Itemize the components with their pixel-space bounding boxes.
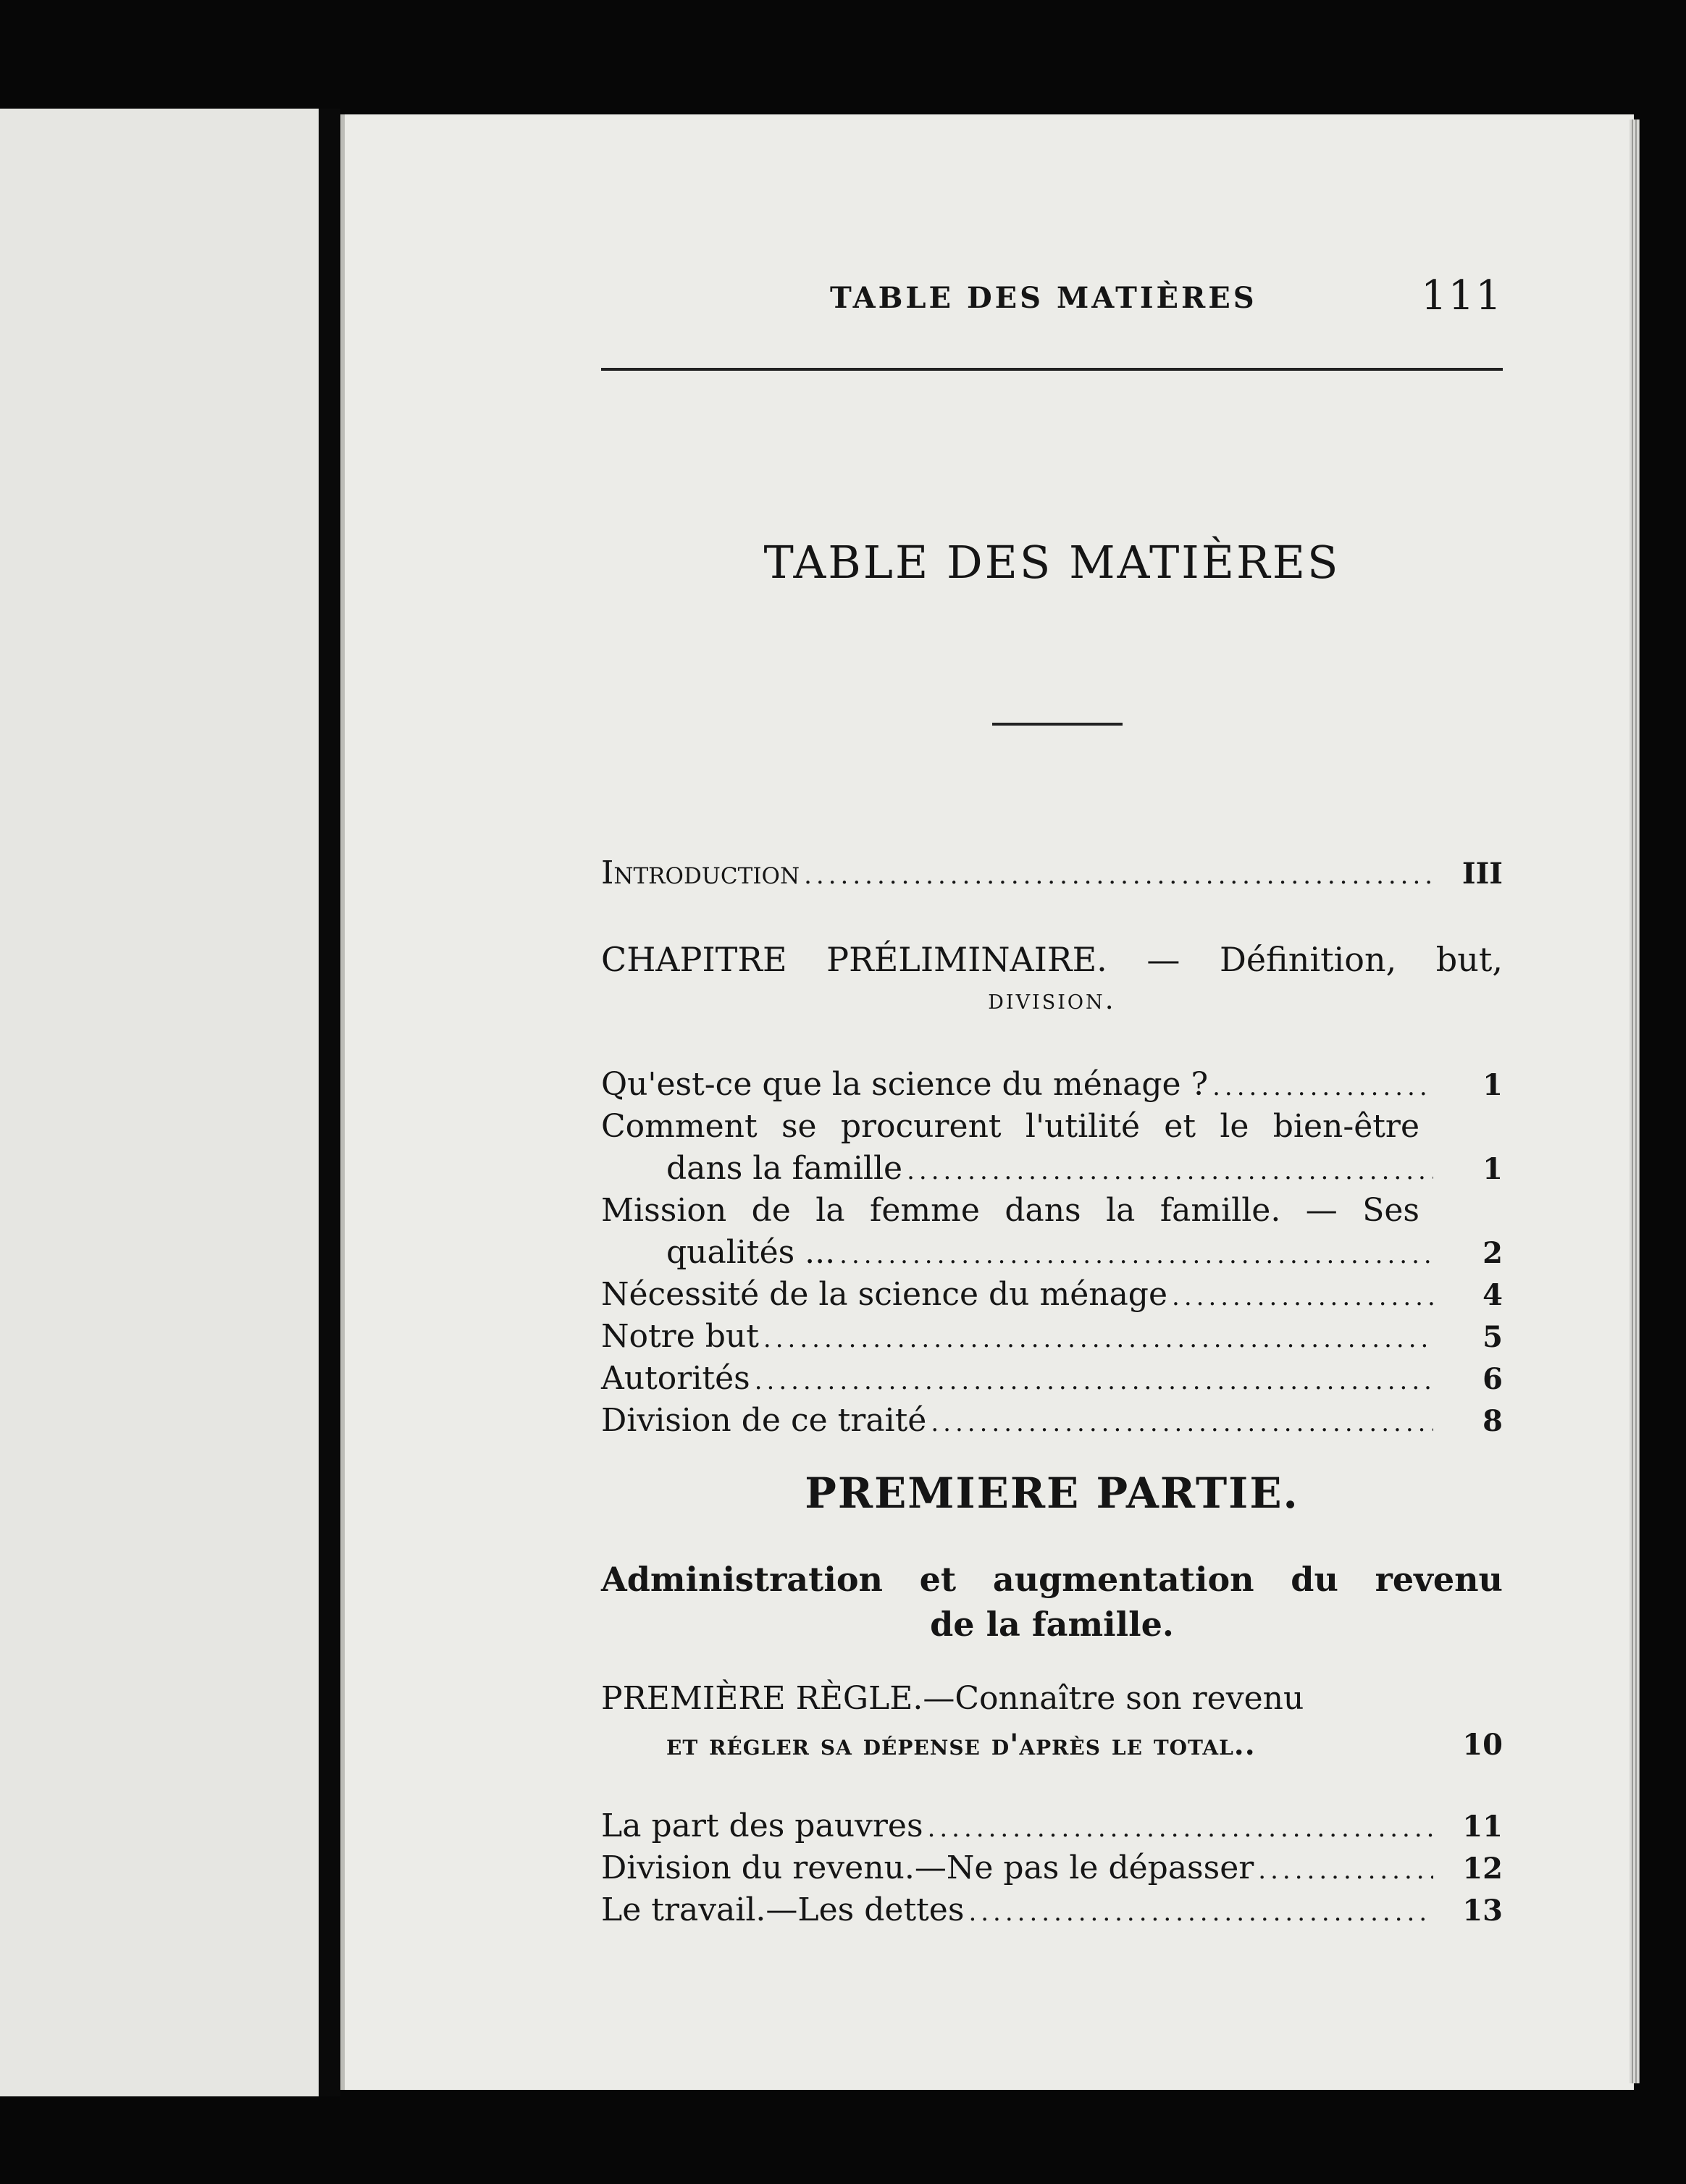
toc-entry-label: Le travail.—Les dettes (601, 1891, 965, 1928)
toc-entry-page: 8 (1482, 1404, 1503, 1438)
leader-dots (804, 854, 1433, 897)
toc-entry-label: Comment se procurent l'utilité et le bien-être (601, 1108, 1419, 1145)
toc-entry-label: qualités ... (666, 1234, 836, 1271)
toc-entry-page: 4 (1482, 1278, 1503, 1312)
chapter-heading: CHAPITRE PRÉLIMINAIRE. — Définition, but, (601, 940, 1503, 979)
leader-dots (755, 1359, 1433, 1403)
toc-entry (601, 1357, 1503, 1400)
part-subtitle: Administration et augmentation du revenu (601, 1560, 1503, 1599)
leader-dots (839, 1233, 1433, 1277)
leader-dots (1258, 1849, 1433, 1892)
toc-entry (601, 1805, 1503, 1848)
toc-entry-label: Notre but (601, 1318, 759, 1355)
toc-entry-page: 1 (1482, 1068, 1503, 1102)
rule-heading-cont: et régler sa dépense d'après le total.. (666, 1728, 1256, 1762)
toc-entry-label: Nécessité de la science du ménage (601, 1276, 1168, 1313)
toc-entry (601, 1063, 1503, 1106)
toc-entry (601, 1273, 1503, 1316)
page-title: TABLE DES MATIÈRES (763, 536, 1341, 589)
toc-entry-page: 13 (1462, 1894, 1503, 1928)
leader-dots (968, 1891, 1433, 1934)
toc-entry (601, 1315, 1503, 1358)
toc-entry-label: Mission de la femme dans la famille. — Ses (601, 1192, 1419, 1229)
rule-heading: PREMIÈRE RÈGLE.—Connaître son revenu (601, 1680, 1304, 1717)
running-head: TABLE DES MATIÈRES (830, 281, 1257, 315)
page-number: 111 (1421, 272, 1503, 319)
toc-content (601, 0, 1503, 2184)
toc-entry-page: 6 (1482, 1362, 1503, 1396)
toc-entry-introduction (601, 852, 1503, 895)
toc-entry-label: La part des pauvres (601, 1807, 923, 1844)
toc-entry-label: Introduction (601, 854, 800, 891)
toc-entry-label: Qu'est-ce que la science du ménage ? (601, 1066, 1209, 1103)
toc-entry-label: Division du revenu.—Ne pas le dépasser (601, 1849, 1254, 1886)
leader-dots (931, 1401, 1433, 1445)
toc-entry (666, 1723, 1503, 1767)
left-page (0, 109, 319, 2096)
book-gutter (319, 109, 340, 2096)
chapter-subheading: division. (988, 983, 1116, 1015)
toc-entry (601, 1889, 1503, 1932)
toc-entry-page: 11 (1462, 1810, 1503, 1844)
toc-entry-page: 12 (1462, 1852, 1503, 1886)
leader-dots (1172, 1275, 1433, 1319)
leader-dots (907, 1149, 1433, 1193)
toc-entry (666, 1147, 1503, 1190)
header-rule (601, 368, 1503, 371)
toc-entry-page: III (1461, 857, 1503, 891)
toc-entry (666, 1231, 1503, 1274)
leader-dots (928, 1807, 1433, 1850)
toc-entry-label: Autorités (601, 1360, 750, 1397)
toc-entry-page: 1 (1482, 1152, 1503, 1186)
leader-dots (1212, 1065, 1433, 1109)
part-title: PREMIERE PARTIE. (805, 1469, 1299, 1518)
leader-dots (763, 1317, 1433, 1361)
page-edge (1630, 119, 1640, 2083)
toc-entry-page: 10 (1462, 1728, 1503, 1762)
toc-entry-page: 2 (1482, 1236, 1503, 1270)
toc-entry-page: 5 (1482, 1320, 1503, 1354)
toc-entry (601, 1847, 1503, 1890)
toc-entry-label: Division de ce traité (601, 1402, 927, 1439)
toc-entry-label: dans la famille (666, 1150, 903, 1187)
title-rule (992, 723, 1123, 726)
toc-entry (601, 1399, 1503, 1442)
part-subtitle: de la famille. (930, 1605, 1174, 1644)
